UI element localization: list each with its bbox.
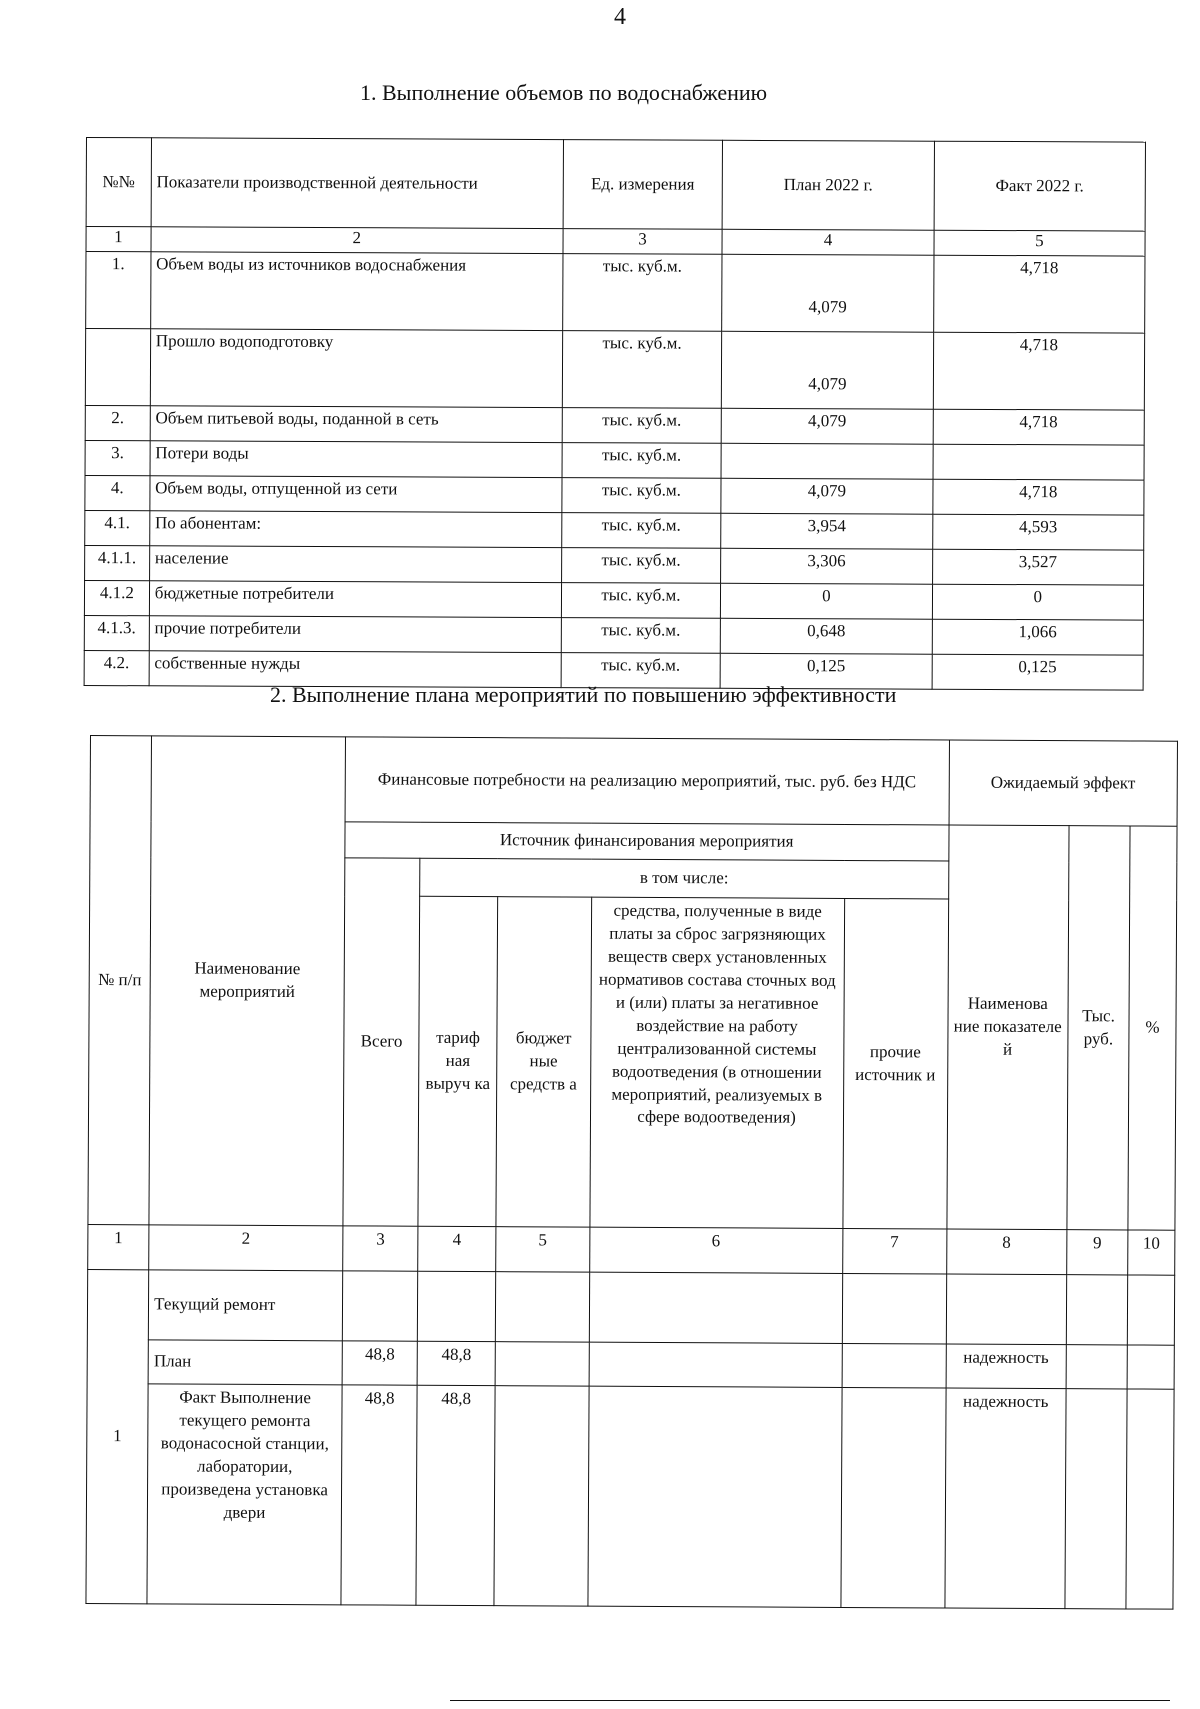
- row-fact: 4,718: [933, 332, 1145, 410]
- fact-tariff: 48,8: [416, 1385, 495, 1605]
- row-unit: тыс. куб.м.: [561, 583, 721, 619]
- header-indicator: Наименова ние показателе й: [946, 825, 1068, 1230]
- col-number: 5: [496, 1227, 590, 1272]
- header-num: №№: [86, 138, 151, 227]
- table-row: [85, 405, 1144, 445]
- row-unit: тыс. куб.м.: [562, 478, 722, 514]
- page-number: 4: [614, 4, 626, 30]
- row-plan: 0,125: [720, 653, 932, 689]
- row-plan: 3,306: [721, 548, 933, 584]
- header-other-sources: прочие источник и: [842, 898, 948, 1229]
- header-fact: Факт 2022 г.: [934, 141, 1146, 231]
- col-number: 10: [1128, 1230, 1175, 1275]
- col-number: 8: [946, 1229, 1067, 1275]
- row-num: 4.: [85, 475, 150, 510]
- row-fact: 4,718: [932, 479, 1144, 515]
- header-indicator: Показатели производственной деятельности: [151, 138, 563, 229]
- header-expected-effect: Ожидаемый эффект: [949, 740, 1178, 826]
- row-plan: 0: [721, 583, 933, 619]
- plan-tariff: 48,8: [417, 1341, 495, 1385]
- row-fact: 4,718: [933, 409, 1145, 445]
- fact-description: Факт Выполнение текущего ремонта водонасосной станции, лаборатории, произведена установка двери: [147, 1384, 342, 1605]
- item-num: 1: [86, 1269, 149, 1603]
- header-thousand-rub: Тыс. руб.: [1067, 826, 1130, 1230]
- col-number: 1: [88, 1224, 149, 1269]
- section2-title: 2. Выполнение плана мероприятий по повышению эффективности: [270, 682, 897, 707]
- row-unit: тыс. куб.м.: [561, 548, 721, 584]
- row-num: [85, 329, 150, 406]
- table-row: [85, 329, 1144, 411]
- row-fact: 0,125: [932, 654, 1144, 690]
- row-indicator: собственные нужды: [149, 651, 561, 688]
- col-number: 5: [934, 230, 1145, 256]
- header-tariff-revenue: тариф ная выруч ка: [418, 896, 497, 1226]
- header-row-1: [90, 736, 1177, 827]
- row-num: 4.1.3.: [84, 615, 149, 650]
- row-fact: 4,718: [933, 255, 1145, 333]
- row-indicator: бюджетные потребители: [149, 581, 561, 618]
- table-row: [85, 475, 1144, 515]
- row-indicator: Прошло водоподготовку: [150, 329, 562, 408]
- col-number: 1: [86, 227, 151, 252]
- header-num: № п/п: [88, 736, 152, 1225]
- header-budget-funds: бюджет ные средств а: [496, 897, 592, 1227]
- row-fact: 3,527: [932, 549, 1144, 585]
- col-number: 9: [1067, 1230, 1128, 1275]
- table-row: [86, 1383, 1174, 1609]
- row-indicator: прочие потребители: [149, 616, 561, 653]
- header-measure-name: Наименование мероприятий: [149, 736, 345, 1226]
- section1-title: 1. Выполнение объемов по водоснабжению: [360, 80, 768, 105]
- row-plan: 4,079: [721, 408, 933, 444]
- table-row: [84, 580, 1143, 620]
- table-row: [85, 545, 1144, 585]
- table-header-row: [86, 138, 1145, 232]
- plan-indicator: надежность: [946, 1344, 1067, 1389]
- col-number: 4: [722, 229, 933, 255]
- table-row: [87, 1339, 1174, 1389]
- row-plan: [721, 443, 933, 479]
- col-number: 3: [563, 229, 723, 255]
- col-number: 2: [149, 1225, 343, 1271]
- row-plan: 4,079: [722, 331, 934, 409]
- row-num: 2.: [85, 405, 150, 440]
- row-unit: тыс. куб.м.: [562, 443, 722, 479]
- header-pollution-fees: средства, полученные в виде платы за сброс загрязняющих веществ сверх установленных нормативов состава сточных вод и (или) платы за негативное воздействие на работу централизованной системы водоотведения (в отношении мероприятий, реализуемых в сфере водоотведения): [590, 897, 845, 1228]
- row-plan: 4,079: [722, 254, 934, 332]
- water-supply-table: [84, 137, 1146, 691]
- header-plan: План 2022 г.: [722, 140, 934, 230]
- row-fact: 0: [932, 584, 1144, 620]
- table-row: [86, 252, 1145, 334]
- row-num: 3.: [85, 440, 150, 475]
- footer-rule: [450, 1700, 1170, 1701]
- row-indicator: По абонентам:: [149, 511, 561, 548]
- table-row: [87, 1269, 1174, 1345]
- row-indicator: население: [149, 546, 561, 583]
- row-plan: 4,079: [721, 478, 933, 514]
- table-row: [84, 615, 1143, 655]
- col-number: 7: [842, 1228, 946, 1274]
- item-section-name: Текущий ремонт: [149, 1270, 343, 1341]
- row-num: 1.: [86, 252, 151, 329]
- column-number-row: [88, 1224, 1175, 1275]
- header-percent: %: [1128, 826, 1177, 1230]
- row-plan: 3,954: [721, 513, 933, 549]
- row-fact: 4,593: [932, 514, 1144, 550]
- row-indicator: Объем воды, отпущенной из сети: [150, 476, 562, 513]
- efficiency-measures-table: [85, 735, 1178, 1610]
- row-unit: тыс. куб.м.: [562, 331, 722, 409]
- row-num: 4.1.: [85, 510, 150, 545]
- row-indicator: Объем питьевой воды, поданной в сеть: [150, 406, 562, 443]
- header-financial-needs: Финансовые потребности на реализацию мероприятий, тыс. руб. без НДС: [345, 737, 949, 825]
- row-indicator: Объем воды из источников водоснабжения: [150, 252, 562, 331]
- row-plan: 0,648: [721, 618, 933, 654]
- header-total: Всего: [343, 858, 420, 1226]
- plan-total: 48,8: [342, 1341, 418, 1385]
- row-unit: тыс. куб.м.: [561, 618, 721, 654]
- row-unit: тыс. куб.м.: [561, 653, 721, 689]
- col-number: 2: [151, 227, 563, 254]
- row-fact: [933, 444, 1145, 480]
- fact-total: 48,8: [341, 1385, 418, 1605]
- col-number: 3: [343, 1226, 419, 1271]
- row-unit: тыс. куб.м.: [562, 408, 722, 444]
- row-fact: 1,066: [932, 619, 1144, 655]
- plan-label: План: [148, 1340, 342, 1385]
- row-num: 4.2.: [84, 650, 149, 685]
- fact-indicator: надежность: [944, 1388, 1065, 1609]
- row-unit: тыс. куб.м.: [561, 513, 721, 549]
- col-number: 4: [418, 1226, 496, 1271]
- row-num: 4.1.1.: [85, 545, 150, 580]
- row-unit: тыс. куб.м.: [562, 254, 722, 332]
- col-number: 6: [589, 1227, 842, 1273]
- row-num: 4.1.2: [84, 580, 149, 615]
- table-row: [85, 440, 1144, 480]
- table-row: [85, 510, 1144, 550]
- row-indicator: Потери воды: [150, 441, 562, 478]
- header-funding-source: Источник финансирования мероприятия: [345, 822, 949, 861]
- header-including: в том числе:: [420, 858, 948, 899]
- header-unit: Ед. измерения: [563, 140, 723, 230]
